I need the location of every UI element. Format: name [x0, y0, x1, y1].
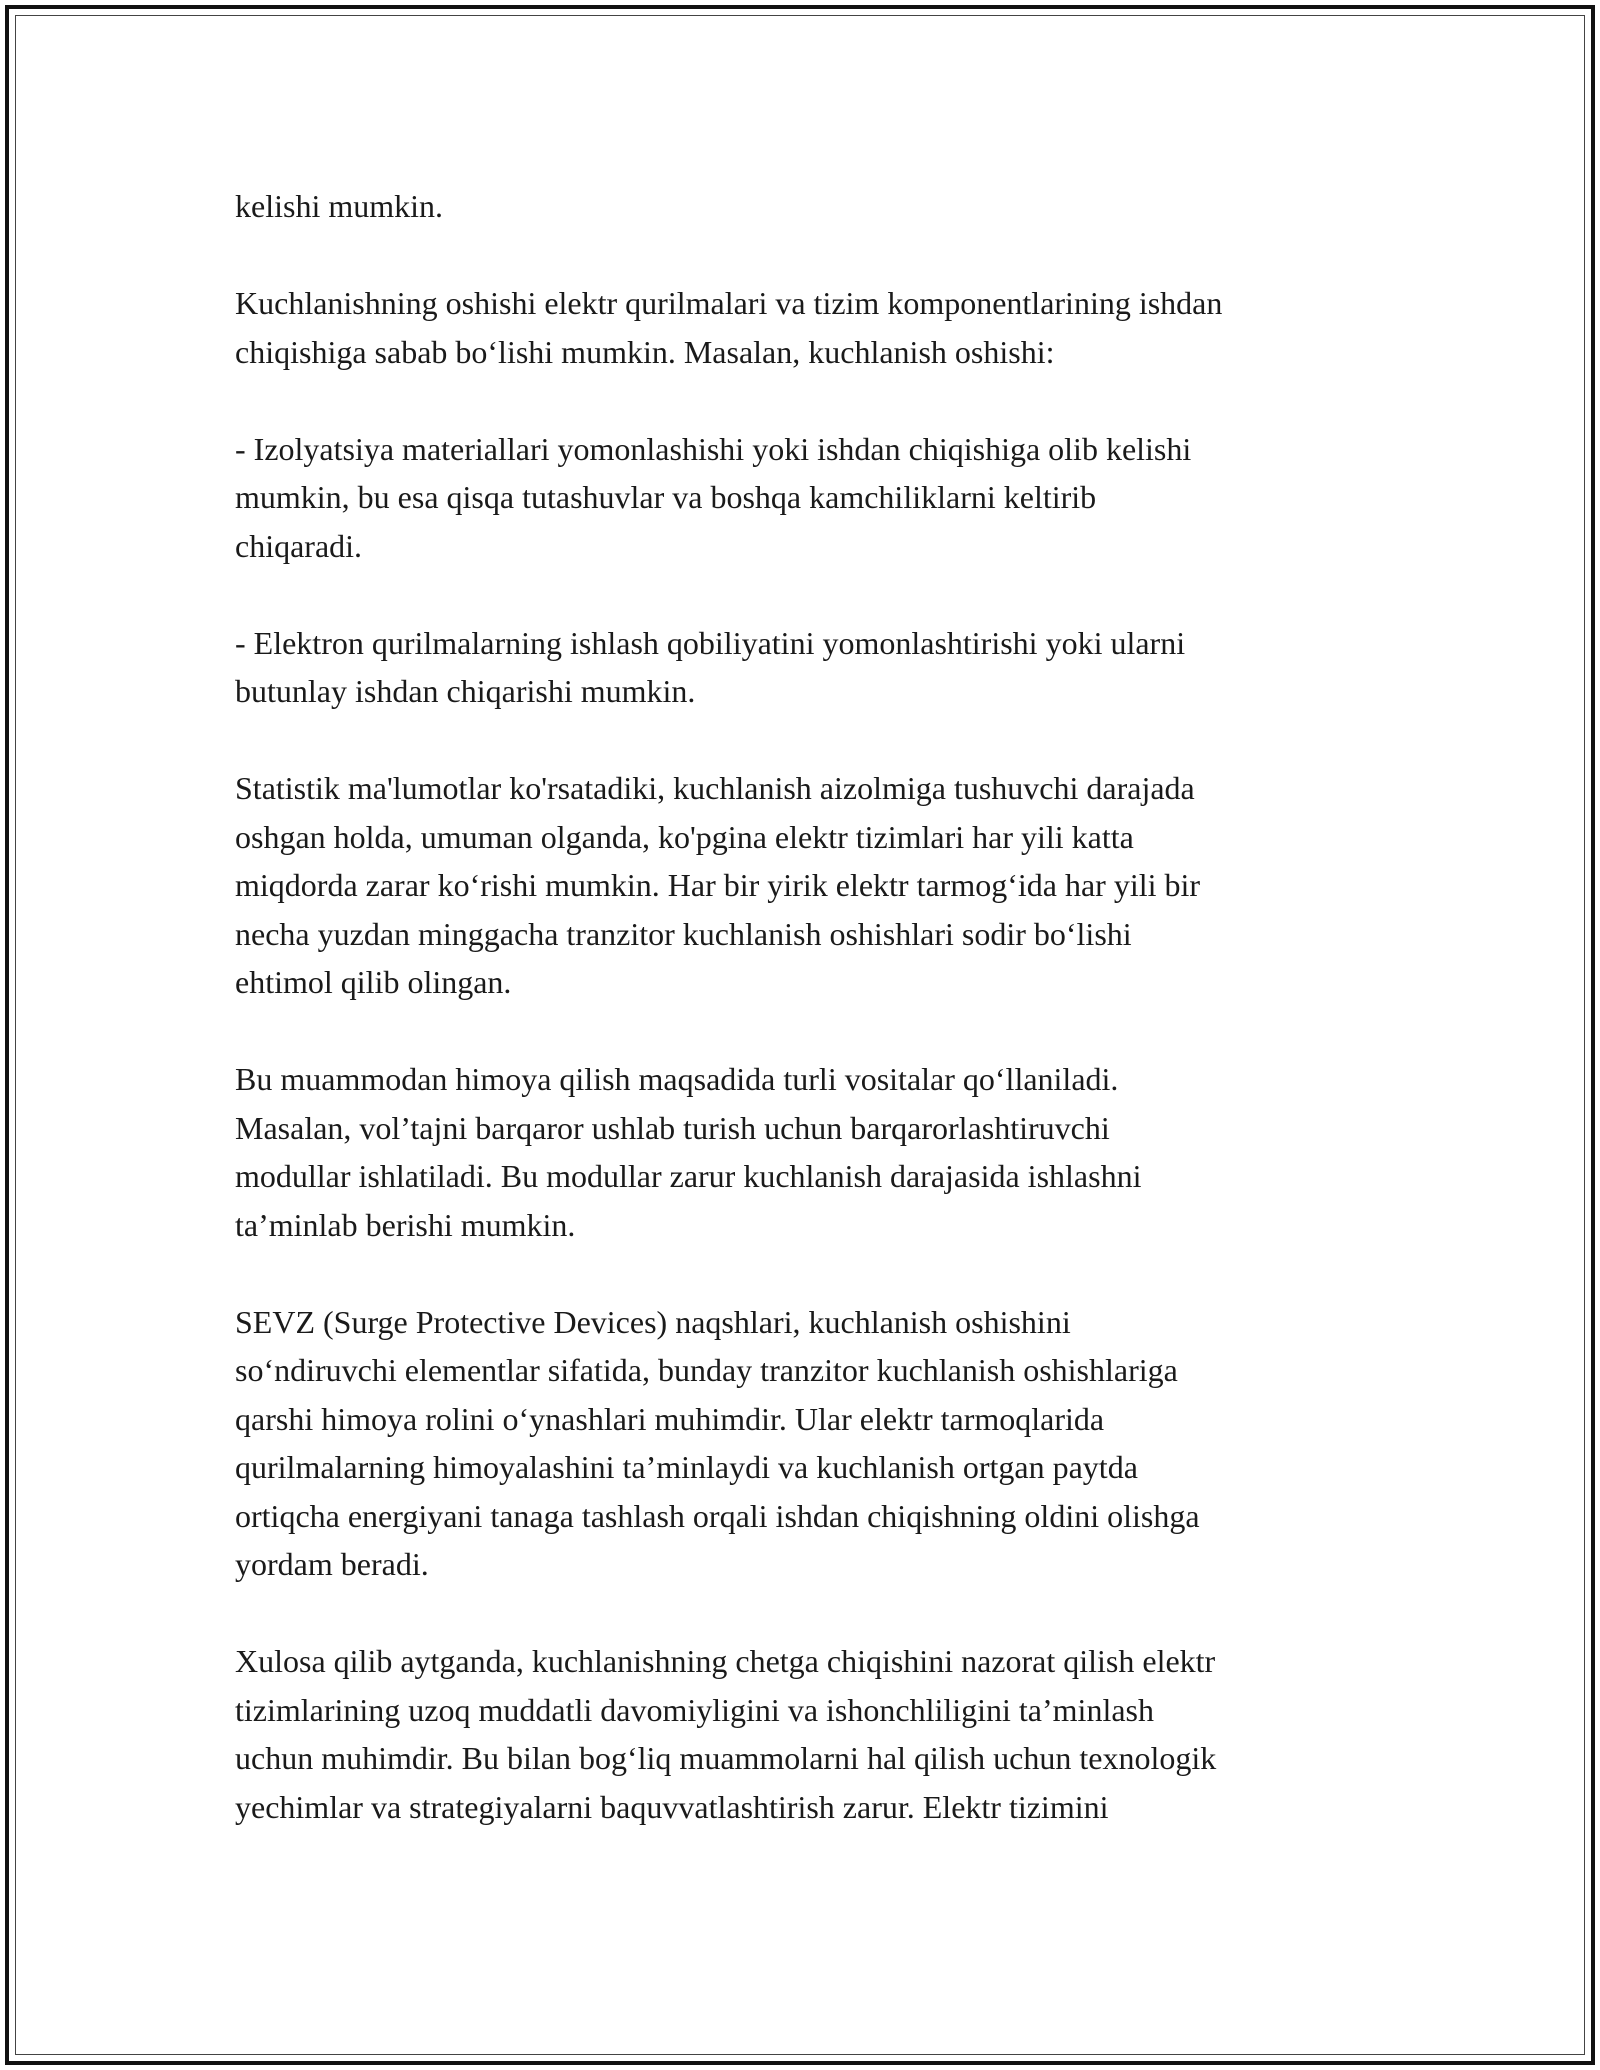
text-line: tizimlarining uzoq muddatli davomiyligini va ishonchliligini ta’minlash [235, 1691, 1154, 1728]
text-line: Kuchlanishning oshishi elektr qurilmalari va tizim komponentlarining ishdan [235, 285, 1223, 321]
document-body [235, 182, 1385, 1880]
text-line: SEVZ (Surge Protective Devices) naqshlari, kuchlanish oshishini [235, 1303, 1071, 1340]
text-line: uchun muhimdir. Bu bilan bog‘liq muammolarni hal qilish uchun texnologik [235, 1740, 1217, 1776]
text-line: yordam beradi. [235, 1546, 429, 1582]
text-line: chiqishiga sabab bo‘lishi mumkin. Masalan, kuchlanish oshishi: [235, 333, 1055, 370]
paragraph [235, 425, 1385, 571]
paragraph [235, 182, 1385, 231]
paragraph [235, 1298, 1385, 1589]
text-line: qurilmalarning himoyalashini ta’minlaydi va kuchlanish ortgan paytda [235, 1449, 1138, 1485]
text-line: so‘ndiruvchi elementlar sifatida, bunday tranzitor kuchlanish oshishlariga [235, 1352, 1178, 1388]
text-line: Masalan, vol’tajni barqaror ushlab turish uchun barqarorlashtiruvchi [235, 1109, 1110, 1146]
text-line: yechimlar va strategiyalarni baquvvatlashtirish zarur. Elektr tizimini [235, 1788, 1109, 1825]
text-line: necha yuzdan minggacha tranzitor kuchlanish oshishlari sodir bo‘lishi [235, 915, 1132, 952]
text-line: mumkin, bu esa qisqa tutashuvlar va boshqa kamchiliklarni keltirib [235, 479, 1097, 515]
text-line: - Izolyatsiya materiallari yomonlashishi yoki ishdan chiqishiga olib kelishi [235, 430, 1192, 467]
text-line: butunlay ishdan chiqarishi mumkin. [235, 673, 696, 709]
text-line: Xulosa qilib aytganda, kuchlanishning chetga chiqishini nazorat qilish elektr [235, 1643, 1216, 1679]
text-line: qarshi himoya rolini o‘ynashlari muhimdir. Ular elektr tarmoqlarida [235, 1400, 1105, 1437]
text-line: Statistik ma'lumotlar ko'rsatadiki, kuchlanish aizolmiga tushuvchi darajada [235, 770, 1195, 806]
paragraph [235, 764, 1385, 1007]
text-line: ta’minlab berishi mumkin. [235, 1206, 576, 1243]
paragraph [235, 279, 1385, 376]
text-line: chiqaradi. [235, 527, 363, 564]
paragraph [235, 1055, 1385, 1249]
text-line: ehtimol qilib olingan. [235, 964, 512, 1000]
text-line: - Elektron qurilmalarning ishlash qobiliyatini yomonlashtirishi yoki ularni [235, 624, 1186, 661]
paragraph [235, 619, 1385, 716]
text-line: ortiqcha energiyani tanaga tashlash orqali ishdan chiqishning oldini olishga [235, 1497, 1200, 1534]
text-line: oshgan holda, umuman olganda, ko'pgina elektr tizimlari har yili katta [235, 818, 1134, 855]
text-line: kelishi mumkin. [235, 188, 443, 224]
text-line: modullar ishlatiladi. Bu modullar zarur kuchlanish darajasida ishlashni [235, 1158, 1142, 1194]
text-line: Bu muammodan himoya qilish maqsadida turli vositalar qo‘llaniladi. [235, 1061, 1119, 1097]
paragraph [235, 1637, 1385, 1831]
text-line: miqdorda zarar ko‘rishi mumkin. Har bir yirik elektr tarmog‘ida har yili bir [235, 867, 1201, 903]
